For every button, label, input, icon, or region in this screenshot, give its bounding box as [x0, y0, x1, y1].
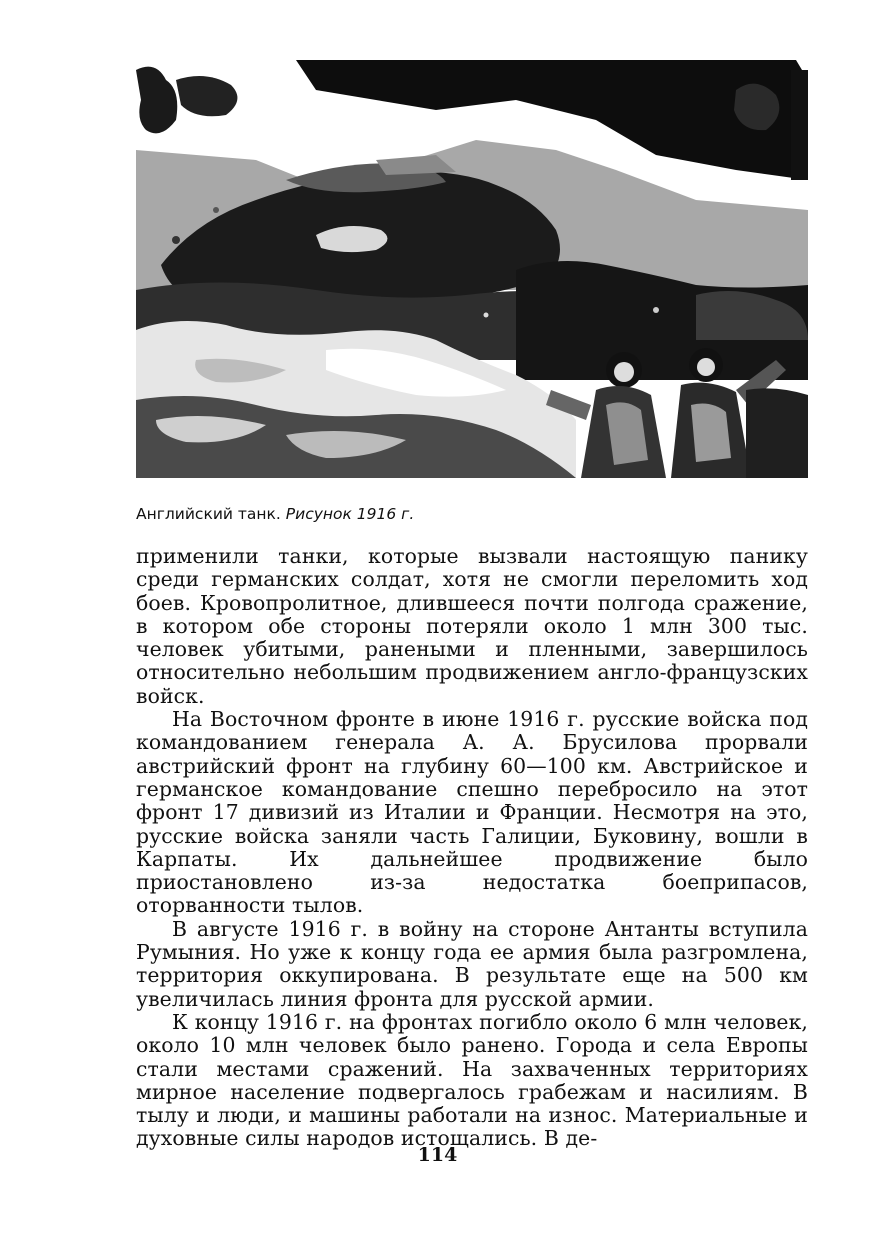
caption-title: Английский танк. — [136, 505, 281, 523]
paragraph: К концу 1916 г. на фронтах погибло около 6 млн человек, около 10 млн человек было ранено. Города и села Европы стали местами сражений. На захваченных территориях мирное население подвергалось грабежам и насилиям. В тылу и люди, и машины работали на износ. Материальные и духовные силы народов истощались. В де- — [136, 1009, 808, 1151]
figure-caption — [136, 504, 808, 524]
tank-illustration — [136, 60, 808, 478]
page-number: 114 — [417, 1144, 458, 1166]
paragraph: применили танки, которые вызвали настоящую панику среди германских солдат, хотя не смогли переломить ход боев. Кровопролитное, длившееся почти полгода сражение, в котором обе стороны потеряли около 1 млн 300 тыс. человек убитыми, ранеными и пленными, завершилось относительно небольшим продвижением англо-французских войск. — [136, 544, 808, 708]
body-text — [136, 545, 808, 1151]
caption-date: Рисунок 1916 г. — [285, 505, 415, 523]
paragraph: В августе 1916 г. в войну на стороне Антанты вступила Румыния. Но уже к концу года ее армия была разгромлена, территория оккупирована. В результате еще на 500 км увеличилась линия фронта для русской армии. — [136, 916, 808, 1011]
tank-drawing — [136, 60, 808, 478]
paragraph: На Восточном фронте в июне 1916 г. русские войска под командованием генерала А. А. Брусилова прорвали австрийский фронт на глубину 60—100 км. Австрийское и германское командование спешно перебросило на этот фронт 17 дивизий из Италии и Франции. Несмотря на это, русские войска заняли часть Галиции, Буковину, вошли в Карпаты. Их дальнейшее продвижение было приостановлено из-за недостатка боеприпасов, оторванности тылов. — [136, 707, 808, 918]
